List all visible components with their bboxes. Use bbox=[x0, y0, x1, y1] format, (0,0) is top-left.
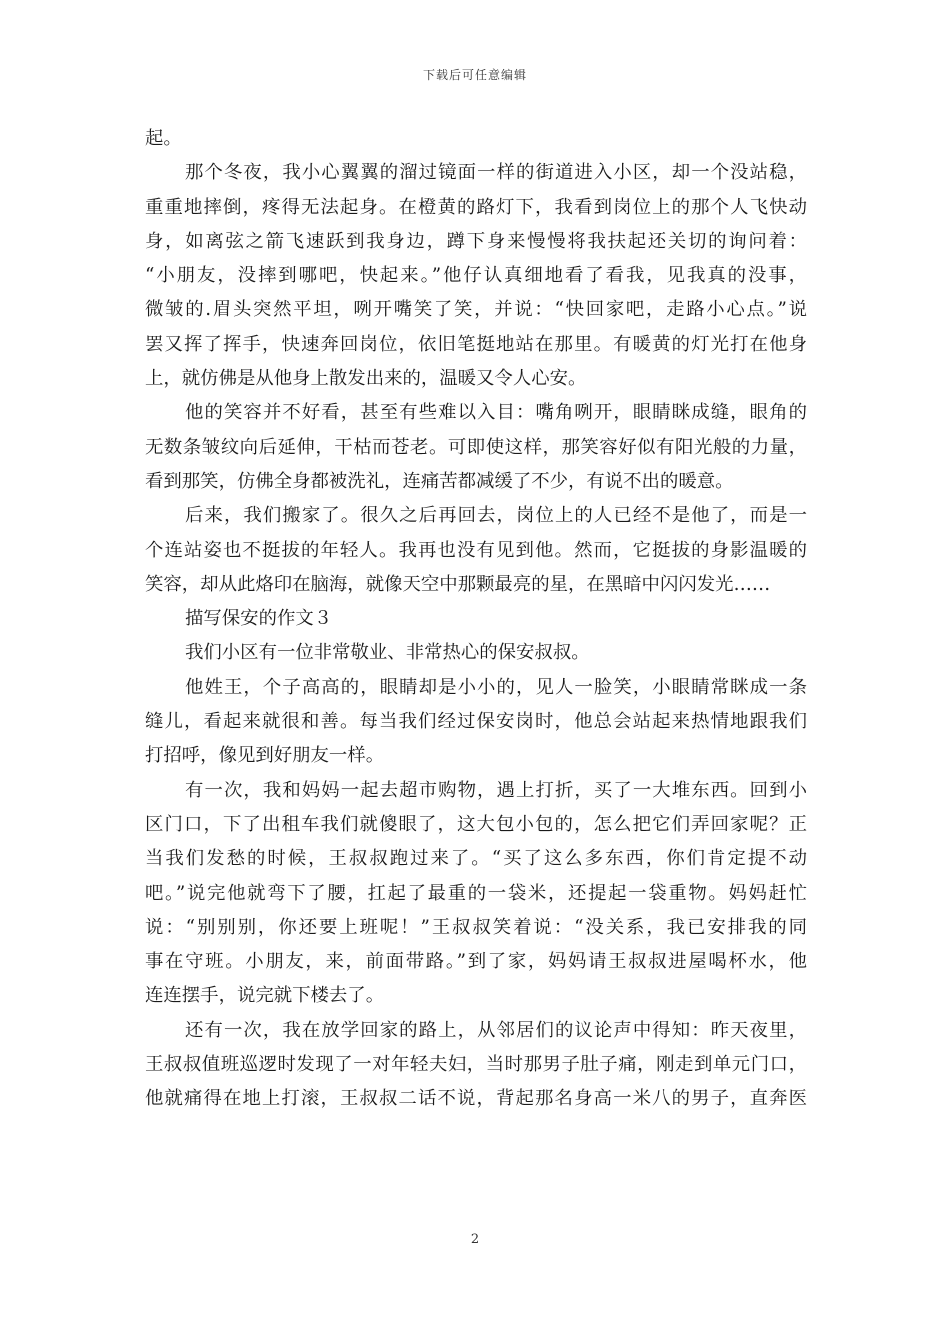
text-line: 无数条皱纹向后延伸，干枯而苍老。可即使这样，那笑容好似有阳光般的力量， bbox=[145, 436, 807, 458]
text-line: 后来，我们搬家了。很久之后再回去，岗位上的人已经不是他了，而是一 bbox=[185, 505, 807, 527]
text-line: 笑容，却从此烙印在脑海，就像天空中那颗最亮的星，在黑暗中闪闪发光…… bbox=[145, 573, 771, 595]
text-line: 有一次，我和妈妈一起去超市购物，遇上打折，买了一大堆东西。回到小 bbox=[185, 779, 807, 801]
text-line: 上，就仿佛是从他身上散发出来的，温暖又令人心安。 bbox=[145, 368, 587, 390]
text-line: 他的笑容并不好看，甚至有些难以入目：嘴角咧开，眼睛眯成缝，眼角的 bbox=[185, 402, 807, 424]
text-line: 我们小区有一位非常敬业、非常热心的保安叔叔。 bbox=[185, 642, 590, 664]
text-line: 起。 bbox=[145, 128, 182, 149]
text-line: 罢又挥了挥手，快速奔回岗位，依旧笔挺地站在那里。有暖黄的灯光打在他身 bbox=[145, 333, 807, 355]
text-line: 事在守班。小朋友，来，前面带路。”到了家，妈妈请王叔叔进屋喝杯水，他 bbox=[145, 951, 807, 973]
text-line: 看到那笑，仿佛全身都被洗礼，连痛苦都减缓了不少，有说不出的暖意。 bbox=[145, 470, 734, 492]
text-line: “小朋友，没摔到哪吧，快起来。”他仔认真细地看了看我，见我真的没事， bbox=[145, 265, 807, 287]
text-line: 重重地摔倒，疼得无法起身。在橙黄的路灯下，我看到岗位上的那个人飞快动 bbox=[145, 196, 807, 218]
text-line: 连连摆手，说完就下楼去了。 bbox=[145, 985, 385, 1007]
text-line: 打招呼，像见到好朋友一样。 bbox=[145, 745, 385, 767]
text-line: 那个冬夜，我小心翼翼的溜过镜面一样的街道进入小区，却一个没站稳， bbox=[185, 162, 807, 184]
section-title: 描写保安的作文３ bbox=[185, 608, 333, 630]
text-line: 缝儿，看起来就很和善。每当我们经过保安岗时，他总会站起来热情地跟我们 bbox=[145, 711, 807, 733]
text-line: 他姓王，个子高高的，眼睛却是小小的，见人一脸笑，小眼睛常眯成一条 bbox=[185, 676, 807, 698]
text-line: 他就痛得在地上打滚，王叔叔二话不说，背起那名身高一米八的男子，直奔医 bbox=[145, 1088, 807, 1110]
page-number: 2 bbox=[470, 1232, 480, 1247]
page-header: 下载后可任意编辑 bbox=[422, 68, 527, 82]
text-line: 王叔叔值班巡逻时发现了一对年轻夫妇，当时那男子肚子痛，刚走到单元门口， bbox=[145, 1054, 807, 1076]
text-line: 吧。”说完他就弯下了腰，扛起了最重的一袋米，还提起一袋重物。妈妈赶忙 bbox=[145, 882, 807, 904]
text-line: 个连站姿也不挺拔的年轻人。我再也没有见到他。然而，它挺拔的身影温暖的 bbox=[145, 539, 807, 561]
text-line: 区门口，下了出租车我们就傻眼了，这大包小包的，怎么把它们弄回家呢？正 bbox=[145, 813, 807, 835]
text-line: 微皱的.眉头突然平坦，咧开嘴笑了笑，并说：“快回家吧，走路小心点。”说 bbox=[145, 299, 807, 321]
text-line: 还有一次，我在放学回家的路上，从邻居们的议论声中得知：昨天夜里， bbox=[185, 1019, 807, 1041]
text-line: 身，如离弦之箭飞速跃到我身边，蹲下身来慢慢将我扶起还关切的询问着： bbox=[145, 230, 807, 252]
document-body bbox=[145, 122, 807, 1117]
text-line: 当我们发愁的时候，王叔叔跑过来了。“买了这么多东西，你们肯定提不动 bbox=[145, 848, 807, 870]
text-line: 说：“别别别，你还要上班呢！”王叔叔笑着说：“没关系，我已安排我的同 bbox=[145, 916, 807, 938]
